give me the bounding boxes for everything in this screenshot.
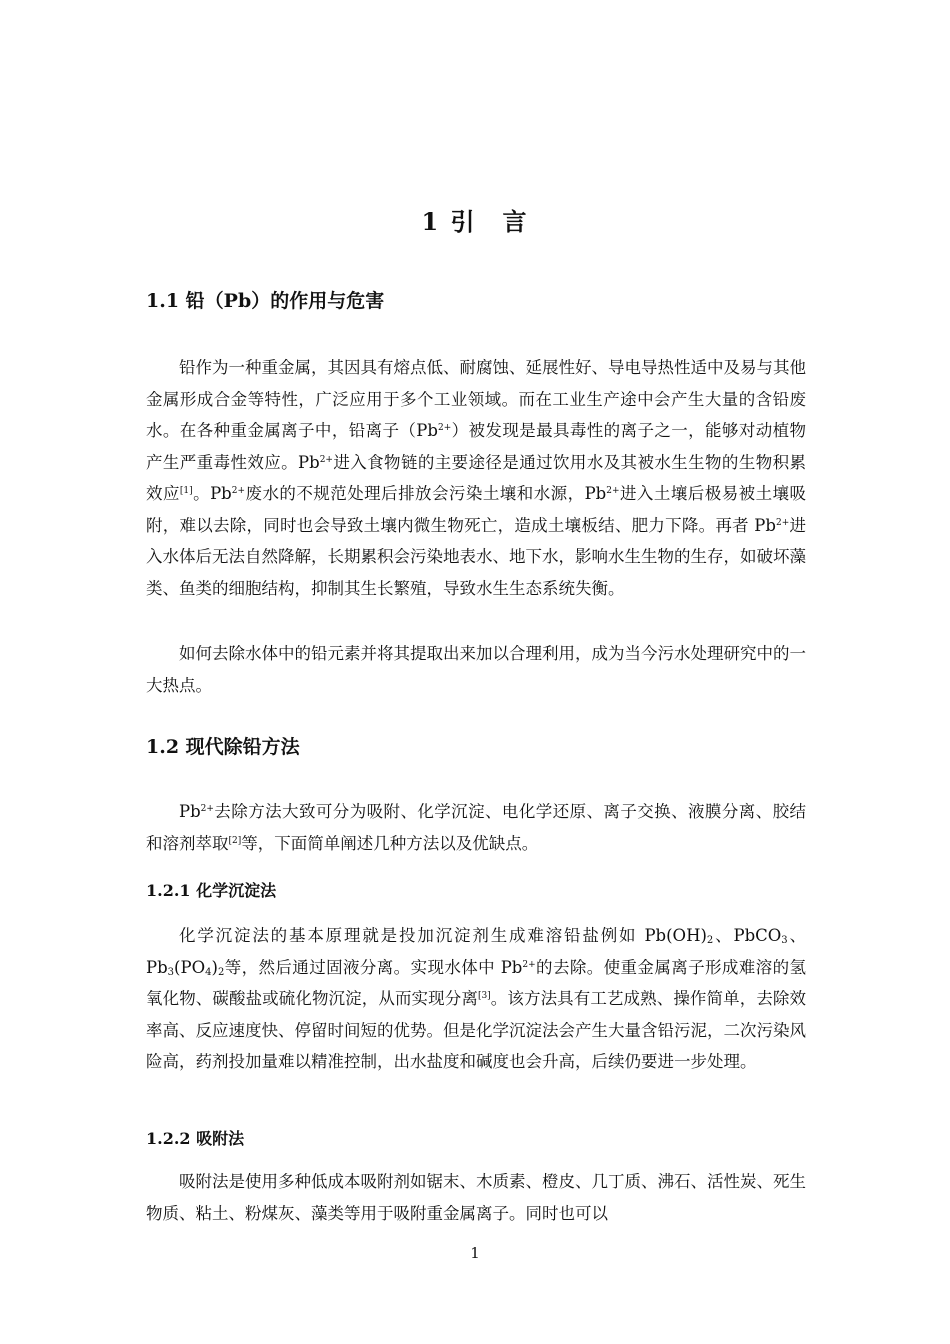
text-run: 进入食物链的主要途径是通过饮用水及其被水生生物的生物积累效应 (146, 452, 806, 503)
paragraph-1-1-1 (146, 352, 806, 604)
subscript: 3 (167, 966, 175, 978)
text-run: 、Pb (146, 926, 807, 977)
paragraph-1-2-1-1 (146, 920, 806, 1078)
text-run: Pb (179, 802, 201, 821)
text-run: 。Pb (192, 484, 232, 503)
paragraph-1-2-1 (146, 796, 806, 859)
text-run: 进入土壤后极易被土壤吸附，难以去除，同时也会导致土壤内微生物死亡，造成土壤板结、肥力下降。再者 Pb (146, 484, 807, 535)
text-run: 废水的不规范处理后排放会污染土壤和水源，Pb (245, 484, 607, 503)
text-run: 、PbCO (713, 926, 782, 945)
text-run: 。该方法具有工艺成熟、操作简单，去除效率高、反应速度快、停留时间短的优势。但是化学沉淀法会产生大量含铅污泥，二次污染风险高，药剂投加量难以精准控制，出水盐度和碱度也会升高，后续仍要进一步处理。 (146, 989, 807, 1071)
subscript: 2 (706, 935, 714, 946)
superscript: 2+ (606, 486, 620, 496)
paragraph-1-2-2-1: 吸附法是使用多种低成本吸附剂如锯末、木质素、橙皮、几丁质、沸石、活性炭、死生物质、粘土、粉煤灰、藻类等用于吸附重金属离子。同时也可以 (146, 1172, 806, 1223)
text-run: 进入水体后无法自然降解，长期累积会污染地表水、地下水，影响水生生物的生存，如破坏藻类、鱼类的细胞结构，抑制其生长繁殖，导致水生生态系统失衡。 (146, 515, 806, 598)
text-run: (PO (174, 957, 206, 977)
superscript: 2+ (319, 454, 333, 465)
superscript: 2+ (200, 804, 214, 814)
superscript: 2+ (775, 517, 790, 528)
text-run: 化学沉淀法的基本原理就是投加沉淀剂生成难溶铅盐例如 Pb(OH) (179, 926, 707, 945)
text-run: 等，然后通过固液分离。实现水体中 Pb (224, 957, 523, 977)
subsection-title-1-2-2: 1.2.2 吸附法 (146, 1129, 245, 1148)
citation-ref: [1] (179, 486, 193, 496)
text-run: ) (211, 957, 218, 977)
superscript: 2+ (231, 486, 246, 496)
text-run: 的去除。使重金属离子形成难溶的氢氧化物、碳酸盐或硫化物沉淀，从而实现分离 (146, 957, 807, 1008)
page-number: 1 (470, 1244, 480, 1262)
superscript: 2+ (437, 423, 452, 433)
chapter-title: 1 引 言 (421, 207, 529, 236)
subscript: 4 (205, 966, 212, 978)
paragraph-1-1-2: 如何去除水体中的铅元素并将其提取出来加以合理利用，成为当今污水处理研究中的一大热点。 (146, 644, 806, 695)
text-run: 去除方法大致可分为吸附、化学沉淀、电化学还原、离子交换、液膜分离、胶结和溶剂萃取 (146, 802, 806, 853)
subscript: 2 (217, 966, 225, 978)
subscript: 3 (781, 935, 788, 946)
text-run: ）被发现是最具毒性的离子之一，能够对动植物产生严重毒性效应。Pb (146, 421, 807, 472)
section-title-1-1: 1.1 铅（Pb）的作用与危害 (146, 290, 385, 312)
text-run: 铅作为一种重金属，其因具有熔点低、耐腐蚀、延展性好、导电导热性适中及易与其他金属形成合金等特性，广泛应用于多个工业领域。而在工业生产途中会产生大量的含铅废水。在各种重金属离子中，铅离子（Pb (146, 358, 806, 440)
citation-ref: [3] (477, 991, 491, 1001)
section-title-1-2: 1.2 现代除铅方法 (146, 736, 300, 758)
superscript: 2+ (522, 959, 536, 970)
text-run: 等，下面简单阐述几种方法以及优缺点。 (241, 833, 539, 853)
subsection-title-1-2-1: 1.2.1 化学沉淀法 (146, 881, 277, 900)
citation-ref: [2] (228, 835, 242, 846)
